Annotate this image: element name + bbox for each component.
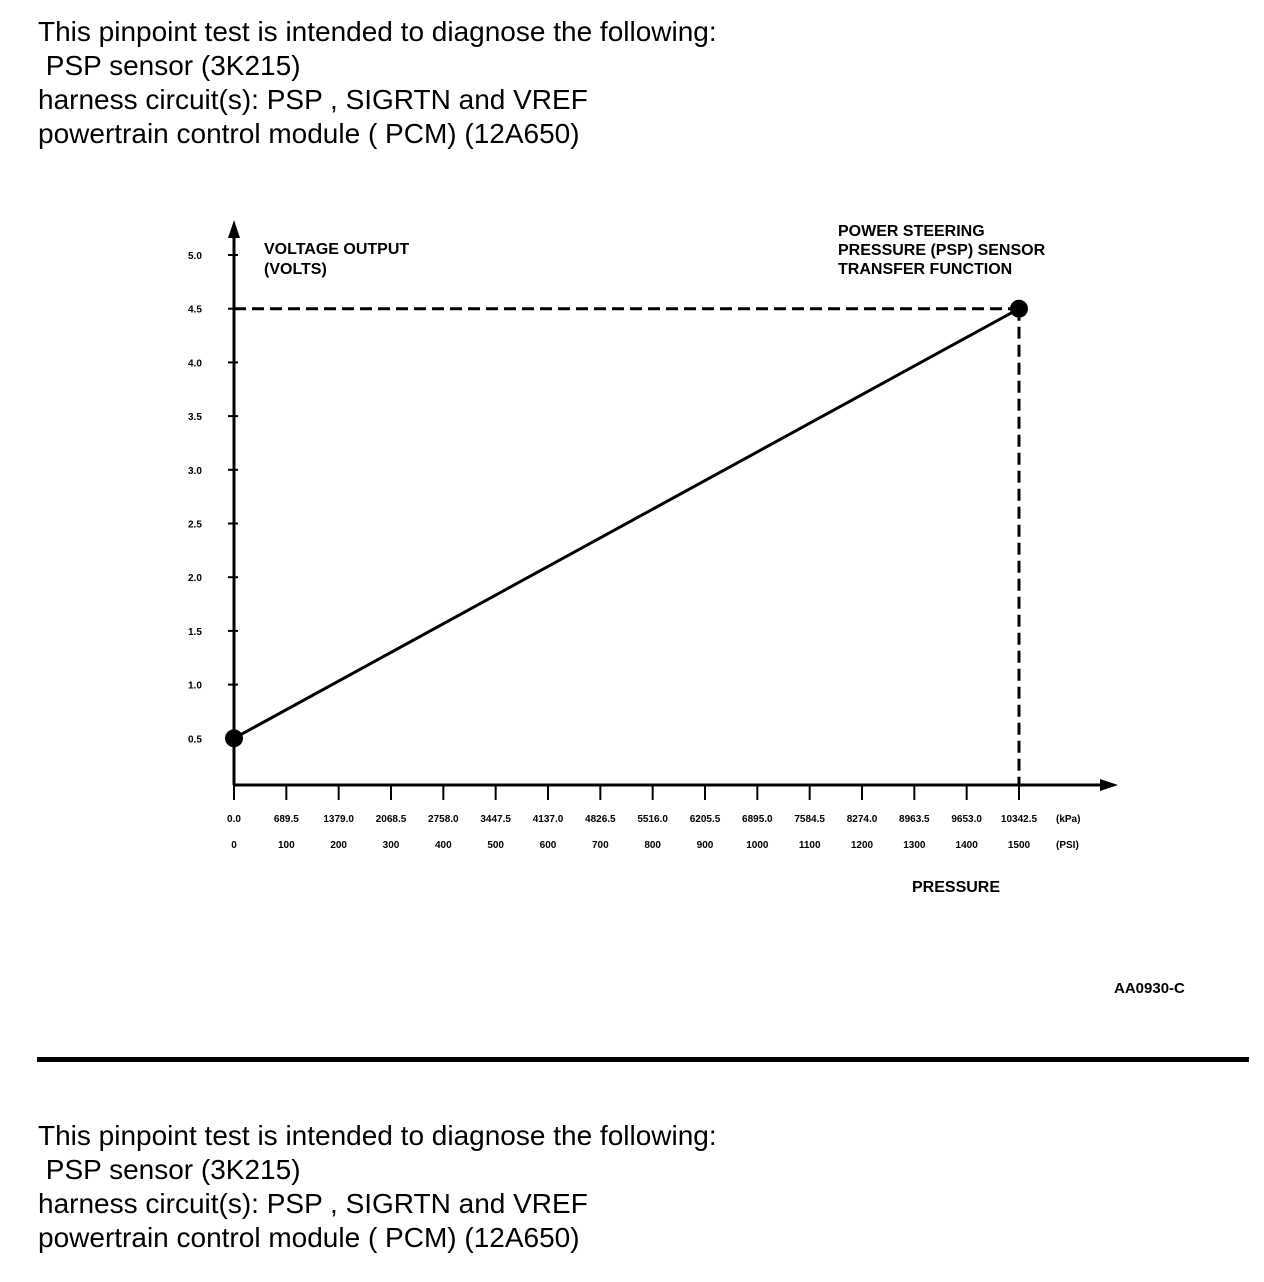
x-axis-arrow	[1100, 779, 1118, 791]
x-tick-label-psi: 200	[330, 840, 348, 851]
y-tick-label: 2.5	[188, 519, 202, 531]
x-tick-label-kpa: 3447.5	[480, 814, 511, 825]
x-tick-label-psi: 1400	[955, 840, 978, 851]
x-tick-label-kpa: 6895.0	[742, 814, 773, 825]
y-tick-label: 1.5	[188, 626, 202, 638]
series-line	[234, 309, 1019, 739]
footer-text	[38, 1119, 717, 1255]
y-tick-label: 3.5	[188, 412, 202, 424]
x-tick-label-kpa: 4826.5	[585, 814, 616, 825]
x-tick-label-psi: 1000	[746, 840, 769, 851]
reference-lines	[234, 309, 1019, 785]
x-tick-label-psi: 0	[231, 840, 237, 851]
header-line: powertrain control module ( PCM) (12A650)	[38, 118, 580, 149]
x-ticks	[227, 785, 1037, 851]
y-tick-label: 0.5	[188, 734, 202, 746]
x-tick-label-psi: 1200	[850, 840, 874, 851]
series	[225, 300, 1028, 748]
y-ticks	[188, 251, 238, 745]
y-axis-label-line: (VOLTS)	[264, 261, 327, 278]
x-tick-label-kpa: 2758.0	[428, 814, 459, 825]
x-tick-label-psi: 800	[644, 840, 662, 851]
y-axis-arrow	[228, 220, 240, 238]
y-axis-label	[264, 241, 414, 278]
x-tick-label-kpa: 8963.5	[899, 814, 930, 825]
footer-line: PSP sensor (3K215)	[38, 1154, 301, 1185]
header-line: This pinpoint test is intended to diagnose the following:	[38, 16, 717, 47]
chart-title	[838, 223, 1050, 278]
chart-title-line: POWER STEERING	[838, 223, 985, 240]
footer-line: powertrain control module ( PCM) (12A650)	[38, 1222, 580, 1253]
y-tick-label: 4.0	[188, 358, 202, 370]
x-tick-label-psi: 400	[434, 840, 452, 851]
x-tick-label-kpa: 8274.0	[846, 814, 878, 825]
x-tick-label-kpa: 2068.5	[375, 814, 407, 825]
x-tick-label-kpa: 6205.5	[689, 814, 721, 825]
unit-psi: (PSI)	[1056, 840, 1079, 851]
x-axis-label: PRESSURE	[912, 879, 1001, 896]
x-tick-label-kpa: 5516.0	[637, 814, 668, 825]
y-tick-label: 4.5	[188, 304, 202, 316]
chart-title-line: TRANSFER FUNCTION	[838, 261, 1013, 278]
section-divider	[37, 1057, 1249, 1062]
x-tick-label-kpa: 10342.5	[1000, 814, 1038, 825]
header-line: PSP sensor (3K215)	[38, 50, 301, 81]
x-tick-label-kpa: 9653.0	[951, 814, 982, 825]
chart-axes	[228, 220, 1118, 791]
y-tick-label: 2.0	[188, 573, 202, 585]
unit-kpa: (kPa)	[1056, 814, 1081, 825]
x-tick-label-psi: 300	[382, 840, 400, 851]
header-line: harness circuit(s): PSP , SIGRTN and VREF	[38, 84, 588, 115]
chart-title-line: PRESSURE (PSP) SENSOR	[838, 242, 1046, 259]
x-tick-label-psi: 600	[539, 840, 557, 851]
data-point	[225, 729, 243, 747]
x-tick-label-kpa: 0.0	[227, 814, 241, 825]
y-tick-label: 5.0	[188, 251, 202, 262]
x-tick-label-kpa: 1379.0	[323, 814, 354, 825]
x-tick-label-psi: 700	[591, 840, 609, 851]
data-point	[1010, 300, 1028, 318]
x-tick-label-kpa: 7584.5	[794, 814, 825, 825]
x-tick-label-psi: 1100	[798, 840, 821, 851]
y-axis-label-line: VOLTAGE OUTPUT	[264, 241, 410, 258]
x-tick-label-psi: 900	[696, 840, 714, 851]
footer-line: harness circuit(s): PSP , SIGRTN and VREF	[38, 1188, 588, 1219]
x-tick-label-kpa: 4137.0	[532, 814, 564, 825]
footer-line: This pinpoint test is intended to diagnose the following:	[38, 1120, 717, 1151]
x-tick-label-psi: 100	[277, 840, 295, 851]
x-tick-label-psi: 1300	[903, 840, 926, 851]
y-tick-label: 1.0	[188, 680, 202, 692]
x-tick-label-kpa: 689.5	[273, 814, 299, 825]
y-tick-label: 3.0	[188, 465, 202, 477]
x-tick-label-psi: 500	[487, 840, 505, 851]
figure-id: AA0930-C	[1114, 980, 1185, 997]
x-tick-label-psi: 1500	[1007, 840, 1031, 851]
